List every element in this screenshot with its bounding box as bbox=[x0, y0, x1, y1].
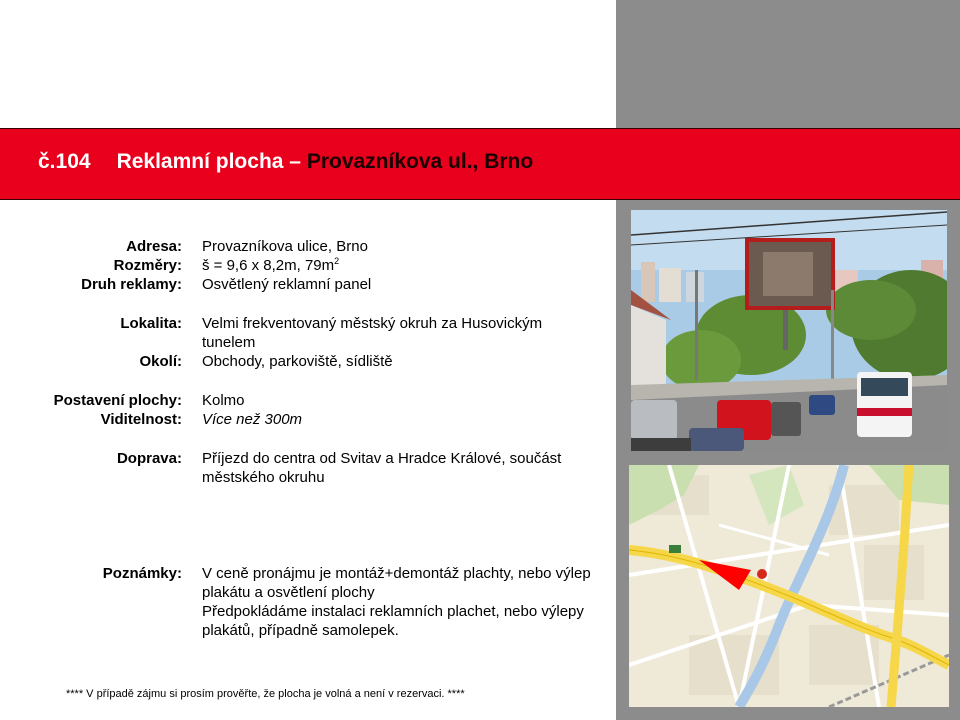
billboard-type: Reklamní plocha – bbox=[116, 150, 301, 173]
druh-label: Druh reklamy: bbox=[81, 276, 182, 293]
viditelnost-label: Viditelnost: bbox=[100, 411, 182, 428]
lokalita-label: Lokalita: bbox=[120, 315, 182, 332]
footer-note: **** V případě zájmu si prosím prověřte, že plocha je volná a není v rezervaci. **** bbox=[66, 688, 465, 700]
adresa-value: Provazníkova ulice, Brno bbox=[202, 238, 368, 255]
postaveni-value: Kolmo bbox=[202, 392, 245, 409]
postaveni-label: Postavení plochy: bbox=[53, 392, 182, 409]
billboard-location: Provazníkova ul., Brno bbox=[306, 150, 534, 173]
rozmery-value: š = 9,6 x 8,2m, $79m^2$ bbox=[202, 256, 340, 274]
okoli-label: Okolí: bbox=[139, 353, 182, 370]
druh-value: Osvětlený reklamní panel bbox=[202, 276, 372, 293]
billboard-number: č.104 bbox=[38, 150, 91, 173]
adresa-label: Adresa: bbox=[126, 238, 182, 255]
page-title bbox=[38, 150, 533, 174]
billboard-photo bbox=[631, 210, 947, 451]
poznamky-label: Poznámky: bbox=[102, 565, 182, 582]
lokalita-value: Velmi frekventovaný městský okruh za Husovickým tunelem bbox=[202, 315, 543, 351]
doprava-label: Doprava: bbox=[116, 450, 182, 467]
poznamky-line2: Předpokládáme instalaci reklamních plachet, nebo výlepy plakátů, případně samolepek. bbox=[202, 603, 584, 639]
doprava-value: Příjezd do centra od Svitav a Hradce Králové, součást městského okruhu bbox=[202, 450, 562, 486]
okoli-value: Obchody, parkoviště, sídliště bbox=[202, 353, 393, 370]
viditelnost-value: Více než 300m bbox=[202, 411, 303, 428]
rozmery-label: Rozměry: bbox=[113, 257, 182, 274]
poznamky-line1: V ceně pronájmu je montáž+demontáž plachty, nebo výlep plakátu a osvětlení plochy bbox=[202, 565, 591, 601]
location-map bbox=[629, 465, 949, 707]
